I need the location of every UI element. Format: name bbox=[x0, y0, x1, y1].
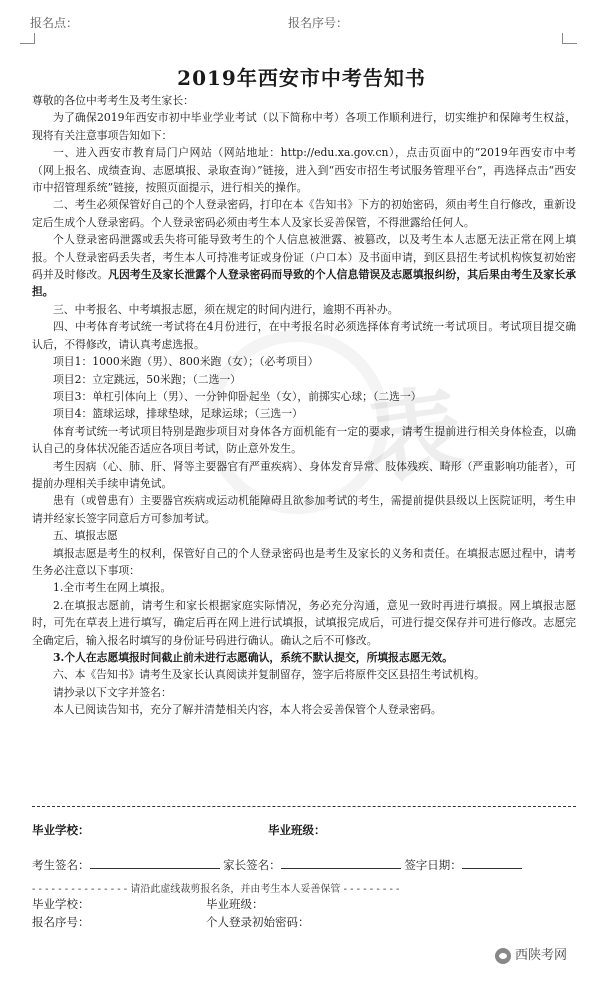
sport-item: 项目4：篮球运球，排球垫球，足球运球；（三选一） bbox=[53, 407, 303, 421]
list-item-bold: 3.个人在志愿填报时间截止前未进行志愿确认，系统不默认提交，所填报志愿无效。 bbox=[53, 651, 453, 664]
paragraph bbox=[32, 231, 576, 301]
paragraph: 为了确保2019年西安市初中毕业学业考试（以下简称中考）各项工作顺利进行，切实维护和保障考生权益，现将有关注意事项告知如下： bbox=[32, 111, 576, 142]
paragraph: 四、中考体育考试统一考试将在4月份进行，在中考报名时必须选择体育考试统一考试项目。考试项目提交确认后，不得修改，请认真考虑选报。 bbox=[32, 320, 576, 351]
sign-row bbox=[32, 856, 522, 873]
parent-sign-line[interactable] bbox=[281, 856, 401, 869]
crop-mark-right bbox=[562, 33, 577, 44]
notice-body bbox=[32, 92, 576, 719]
paragraph: 一、进入西安市教育局门户网站（网站地址：http://edu.xa.gov.cn），点击页面中的“2019年西安市中考（网上报名、成绩查询、志愿填报、录取查询）”链接，进入到“西安市招生考试服务管理平台”，再选择点击“西安市中招管理系统”链接，按照页面提示，进行相关的操作。 bbox=[32, 146, 576, 195]
brand-name: 西陕考网 bbox=[515, 948, 568, 963]
student-sign-line[interactable] bbox=[90, 856, 220, 869]
paragraph: 六、本《告知书》请考生及家长认真阅读并复制留存，签字后将原件交区县招生考试机构。 bbox=[53, 668, 485, 682]
section-heading: 五、填报志愿 bbox=[53, 529, 118, 543]
paragraph: 请抄录以下文字并签名： bbox=[53, 685, 172, 699]
sport-item: 项目2：立定跳远，50米跑；（二选一） bbox=[53, 372, 241, 386]
cut-dashes: - - - - - - - - - - - - - - - bbox=[32, 884, 128, 895]
init-password-label: 个人登录初始密码： bbox=[206, 915, 310, 929]
school-label-2: 毕业学校： bbox=[32, 897, 90, 911]
seq-label-2: 报名序号： bbox=[32, 915, 90, 929]
bold-warning: 凡因考生及家长泄露个人登录密码而导致的个人信息错误及志愿填报纠纷，其后果由考生及家长承担。 bbox=[32, 268, 576, 299]
sign-date-label: 签字日期： bbox=[404, 858, 462, 872]
paragraph: 患有（或曾患有）主要器官疾病或运动机能障碍且欲参加考试的考生，需提前提供县级以上医院证明，考生申请并经家长签字同意后方可参加考试。 bbox=[32, 494, 576, 525]
signature-divider bbox=[32, 806, 576, 807]
page-title: 2019年西安市中考告知书 bbox=[177, 66, 426, 90]
sign-date-line[interactable] bbox=[462, 856, 522, 869]
paragraph: 本人已阅读告知书，充分了解并清楚相关内容，本人将会妥善保管个人登录密码。 bbox=[53, 703, 442, 717]
header-fields bbox=[30, 14, 349, 31]
salutation: 尊敬的各位中考考生及考生家长： bbox=[32, 94, 194, 107]
school-label: 毕业学校： bbox=[32, 823, 90, 837]
parent-sign-label: 家长签名： bbox=[223, 858, 281, 872]
paragraph-text: 个人登录密码泄露或丢失将可能导致考生的个人信息被泄露、被篡改，以及考生本人志愿无法正常在网上填报。个人登录密码丢失者，考生本人可持准考证或身份证（户口本）及书面申请，到区县招生考试机构恢复初始密码并及时修改。 bbox=[32, 233, 576, 282]
list-item: 2.在填报志愿前，请考生和家长根据家庭实际情况，务必充分沟通，意见一致时再进行填报。网上填报志愿时，可先在草表上进行填写，确定后再在网上进行试填报，试填报完成后，可进行提交保存并可进行修改。志愿完全确定后，输入报名时填写的身份证号码进行确认。确认之后不可修改。 bbox=[32, 598, 576, 647]
brand-logo bbox=[495, 944, 567, 964]
cut-line bbox=[32, 880, 576, 895]
class-label-2: 毕业班级： bbox=[206, 897, 264, 911]
paragraph: 填报志愿是考生的权利，保管好自己的个人登录密码也是考生及家长的义务和责任。在填报志愿过程中，请考生务必注意以下事项： bbox=[32, 546, 576, 577]
wechat-icon bbox=[495, 948, 511, 964]
cut-dashes: - - - - - - - - - bbox=[343, 884, 400, 895]
class-label: 毕业班级： bbox=[268, 823, 326, 837]
cut-notice: 请沿此虚线裁剪报名条，并由考生本人妥善保管 bbox=[130, 884, 341, 895]
paragraph: 二、考生必须保管好自己的个人登录密码，打印在本《告知书》下方的初始密码，须由考生自行修改，重新设定后生成个人登录密码。个人登录密码必须由考生本人及家长妥善保管，不得泄露给任何人。 bbox=[32, 198, 576, 229]
paragraph: 三、中考报名、中考填报志愿，须在规定的时间内进行，逾期不再补办。 bbox=[53, 302, 399, 316]
watermark-text: 表 bbox=[358, 372, 470, 499]
signup-seq-label: 报名序号： bbox=[288, 16, 349, 30]
list-item: 1.全市考生在网上填报。 bbox=[53, 581, 172, 595]
crop-mark-left bbox=[20, 33, 35, 44]
sport-item: 项目1：1000米跑（男）、800米跑（女）；（必考项目） bbox=[53, 355, 319, 369]
paragraph: 体育考试统一考试项目特别是跑步项目对身体各方面机能有一定的要求，请考生提前进行相关身体检查，以确认自己的身体状况能否适应各项目考试，防止意外发生。 bbox=[32, 424, 576, 456]
paragraph: 考生因病（心、肺、肝、肾等主要器官有严重疾病）、身体发育异常、肢体残疾、畸形（严重影响功能者），可提前办理相关手续申请免试。 bbox=[32, 459, 576, 490]
sport-item: 项目3：单杠引体向上（男）、一分钟仰卧起坐（女），前掷实心球；（二选一） bbox=[53, 389, 422, 403]
signup-point-label: 报名点： bbox=[30, 16, 79, 30]
student-sign-label: 考生签名： bbox=[32, 858, 90, 872]
